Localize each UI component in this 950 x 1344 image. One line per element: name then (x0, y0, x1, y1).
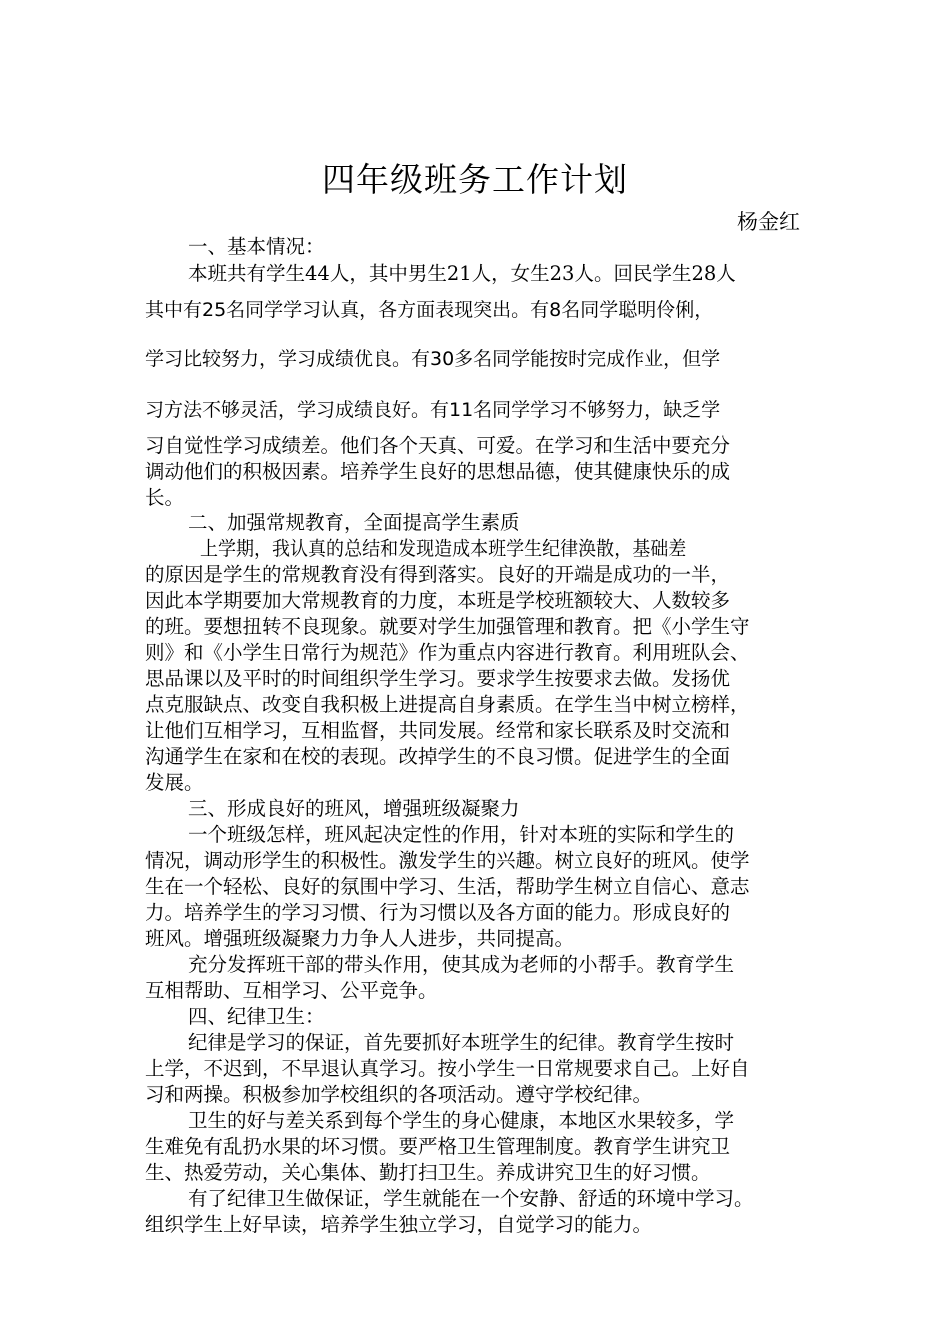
paragraph-line: 点克服缺点、改变自我积极上进提高自身素质。在学生当中树立榜样， (145, 693, 750, 716)
paragraph-line: 纪律是学习的保证，首先要抓好本班学生的纪律。教育学生按时 (188, 1031, 735, 1054)
paragraph-line: 调动他们的积极因素。培养学生良好的思想品德，使其健康快乐的成 (145, 460, 731, 483)
paragraph-line: 的原因是学生的常规教育没有得到落实。良好的开端是成功的一半， (145, 563, 731, 586)
paragraph-line: 生难免有乱扔水果的坏习惯。要严格卫生管理制度。教育学生讲究卫 (145, 1135, 731, 1158)
paragraph-line: 思品课以及平时的时间组织学生学习。要求学生按要求去做。发扬优 (145, 667, 731, 690)
paragraph-line: 的班。要想扭转不良现象。就要对学生加强管理和教育。把《小学生守 (145, 615, 750, 638)
paragraph-line: 班风。增强班级凝聚力力争人人进步，共同提高。 (145, 927, 575, 950)
paragraph-line: 习自觉性学习成绩差。他们各个天真、可爱。在学习和生活中要充分 (145, 434, 731, 457)
paragraph-line: 让他们互相学习，互相监督，共同发展。经常和家长联系及时交流和 (145, 719, 731, 742)
paragraph-line: 上学，不迟到，不早退认真学习。按小学生一日常规要求自己。上好自 (145, 1057, 750, 1080)
paragraph-line: 情况，调动形学生的积极性。激发学生的兴趣。树立良好的班风。使学 (145, 849, 750, 872)
paragraph-line: 生在一个轻松、良好的氛围中学习、生活，帮助学生树立自信心、意志 (145, 875, 750, 898)
paragraph-line: 卫生的好与差关系到每个学生的身心健康，本地区水果较多，学 (188, 1109, 735, 1132)
paragraph-line: 长。 (145, 486, 185, 509)
section-heading: 四、纪律卫生： (188, 1005, 325, 1028)
paragraph-line: 本班共有学生44人，其中男生21人，女生23人。回民学生28人 (188, 262, 736, 285)
paragraph-line: 组织学生上好早读，培养学生独立学习，自觉学习的能力。 (145, 1213, 653, 1236)
section-heading: 一、基本情况： (188, 235, 325, 258)
paragraph-line: 生、热爱劳动，关心集体、勤打扫卫生。养成讲究卫生的好习惯。 (145, 1161, 711, 1184)
paragraph-line: 力。培养学生的学习习惯、行为习惯以及各方面的能力。形成良好的 (145, 901, 731, 924)
section-heading: 三、形成良好的班风，增强班级凝聚力 (188, 797, 520, 820)
document-author: 杨金红 (737, 210, 800, 234)
document-title: 四年级班务工作计划 (322, 160, 628, 199)
paragraph-line: 一个班级怎样，班风起决定性的作用，针对本班的实际和学生的 (188, 823, 735, 846)
paragraph-line: 有了纪律卫生做保证，学生就能在一个安静、舒适的环境中学习。 (188, 1187, 754, 1210)
paragraph-line: 习和两操。积极参加学校组织的各项活动。遵守学校纪律。 (145, 1083, 653, 1106)
paragraph-line: 其中有25名同学学习认真，各方面表现突出。有8名同学聪明伶俐， (145, 299, 714, 321)
paragraph-line: 沟通学生在家和在校的表现。改掉学生的不良习惯。促进学生的全面 (145, 745, 731, 768)
paragraph-line: 因此本学期要加大常规教育的力度，本班是学校班额较大、人数较多 (145, 589, 731, 612)
paragraph-line: 充分发挥班干部的带头作用，使其成为老师的小帮手。教育学生 (188, 953, 735, 976)
paragraph-line: 互相帮助、互相学习、公平竞争。 (145, 979, 438, 1002)
paragraph-line: 则》和《小学生日常行为规范》作为重点内容进行教育。利用班队会、 (145, 641, 750, 664)
paragraph-line: 习方法不够灵活，学习成绩良好。有11名同学学习不够努力，缺乏学 (145, 399, 721, 421)
section-heading: 二、加强常规教育，全面提高学生素质 (188, 511, 520, 534)
paragraph-line: 发展。 (145, 771, 204, 794)
paragraph-line: 学习比较努力，学习成绩优良。有30多名同学能按时完成作业，但学 (145, 348, 721, 370)
paragraph-line: 上学期，我认真的总结和发现造成本班学生纪律涣散，基础差 (200, 537, 687, 560)
